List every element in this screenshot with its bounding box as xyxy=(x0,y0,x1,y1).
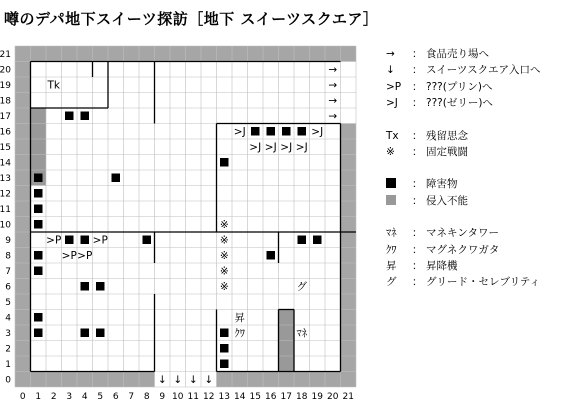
obstacle xyxy=(220,344,229,353)
cell-label: >J xyxy=(249,141,262,154)
x-axis-label: 9 xyxy=(159,392,166,402)
obstacle xyxy=(298,127,307,136)
x-axis-label: 3 xyxy=(66,392,73,402)
obstacle xyxy=(34,267,43,276)
legend-symbol: ﾏﾈ xyxy=(386,227,397,240)
obstacle xyxy=(96,282,105,291)
y-axis-label: 18 xyxy=(0,96,11,107)
blocked-cell xyxy=(279,341,295,357)
cell-label: ﾏﾈ xyxy=(296,327,307,340)
obstacle xyxy=(251,127,260,136)
cell-label: ↓ xyxy=(188,374,198,387)
legend-text: 侵入不能 xyxy=(426,194,468,207)
y-axis-label: 5 xyxy=(5,297,11,308)
y-axis-label: 15 xyxy=(0,142,11,153)
cell-label: Tk xyxy=(47,79,60,92)
legend-separator: ： xyxy=(412,96,423,109)
page-title: 噂のデパ地下スイーツ探訪［地下 スイーツスクエア］ xyxy=(4,10,379,28)
blocked-cell xyxy=(279,310,295,326)
legend-symbol: ↓ xyxy=(386,64,395,77)
x-axis-label: 5 xyxy=(97,392,104,402)
exit-cell xyxy=(341,77,357,93)
legend-text: 障害物 xyxy=(426,178,458,191)
obstacle xyxy=(81,282,90,291)
x-axis-label: 12 xyxy=(203,392,215,402)
legend-separator: ： xyxy=(412,276,423,289)
cell-label: >P xyxy=(77,250,93,263)
y-axis-label: 17 xyxy=(0,111,11,122)
legend-text: ???(プリン)へ xyxy=(426,80,493,93)
legend-separator: ： xyxy=(412,178,423,191)
obstacle xyxy=(81,236,90,245)
y-axis-label: 7 xyxy=(5,266,11,277)
cell-label: >P xyxy=(46,234,62,247)
y-axis-label: 8 xyxy=(5,251,11,262)
x-axis-label: 6 xyxy=(112,392,119,402)
obstacle xyxy=(65,236,74,245)
y-axis-label: 0 xyxy=(5,375,11,386)
x-axis-label: 11 xyxy=(187,392,199,402)
obstacle xyxy=(34,174,43,183)
x-axis-label: 20 xyxy=(327,392,339,402)
legend-symbol: Tx xyxy=(386,129,399,142)
cell-label: >J xyxy=(264,141,277,154)
cell-label: → xyxy=(328,79,338,92)
legend-separator: ： xyxy=(412,259,423,272)
cell-label: >P xyxy=(92,234,108,247)
obstacle xyxy=(143,236,152,245)
y-axis-label: 4 xyxy=(5,313,11,324)
legend-text: 固定戦闘 xyxy=(426,145,468,158)
y-axis-label: 10 xyxy=(0,220,11,231)
obstacle xyxy=(34,205,43,214)
x-axis-label: 21 xyxy=(342,392,354,402)
legend-symbol: ｸﾜ xyxy=(386,243,397,256)
legend-text: マグネクワガタ xyxy=(426,243,500,256)
y-axis-label: 11 xyxy=(0,204,11,215)
y-axis-label: 13 xyxy=(0,173,11,184)
obstacle xyxy=(313,236,322,245)
y-axis-label: 19 xyxy=(0,80,11,91)
cell-label: >J xyxy=(233,126,246,139)
blocked-legend-icon xyxy=(386,193,410,209)
x-axis-label: 17 xyxy=(280,392,292,402)
legend-text: 食品売り場へ xyxy=(426,48,489,60)
obstacle xyxy=(34,189,43,198)
legend-separator: ： xyxy=(412,48,423,60)
cell-label: 昇 xyxy=(234,312,245,325)
cell-label: ※ xyxy=(219,250,229,263)
obstacle xyxy=(34,313,43,322)
x-axis-label: 0 xyxy=(19,392,26,402)
obstacle xyxy=(267,127,276,136)
blocked-cell xyxy=(31,108,47,124)
y-axis-label: 12 xyxy=(0,189,11,200)
blocked-cell xyxy=(279,325,295,341)
cell-label: ↓ xyxy=(157,374,167,387)
obstacle xyxy=(96,329,105,338)
cell-label: ↓ xyxy=(204,374,214,387)
y-axis-label: 6 xyxy=(5,282,11,293)
cell-label: ※ xyxy=(219,234,229,247)
legend-symbol: → xyxy=(386,48,395,60)
y-axis-label: 3 xyxy=(5,328,11,339)
map-border-bottom xyxy=(15,372,155,388)
legend-symbol: >J xyxy=(386,96,398,109)
cell-label: → xyxy=(328,64,338,77)
exit-cell xyxy=(341,108,357,124)
y-axis-label: 16 xyxy=(0,127,11,138)
legend-separator: ： xyxy=(412,194,423,207)
obstacle xyxy=(282,127,291,136)
cell-label: ｸﾜ xyxy=(234,327,245,340)
x-axis-label: 10 xyxy=(172,392,184,402)
x-axis-label: 18 xyxy=(296,392,308,402)
cell-label: >J xyxy=(295,141,308,154)
obstacle xyxy=(298,236,307,245)
legend-separator: ： xyxy=(412,64,423,77)
legend-separator: ： xyxy=(412,80,423,93)
obstacle xyxy=(34,220,43,229)
legend-symbol: グ xyxy=(386,276,397,289)
exit-cell xyxy=(341,62,357,78)
legend-separator: ： xyxy=(412,227,423,240)
obstacle xyxy=(220,158,229,167)
legend-text: ???(ゼリー)へ xyxy=(426,96,493,109)
blocked-cell xyxy=(31,124,47,140)
x-axis-label: 14 xyxy=(234,392,246,402)
map-border-bottom xyxy=(217,372,357,388)
legend-separator: ： xyxy=(412,243,423,256)
cell-label: ※ xyxy=(219,219,229,232)
legend-text: 昇降機 xyxy=(426,259,458,272)
y-axis-label: 9 xyxy=(5,235,11,246)
cell-label: ※ xyxy=(219,265,229,278)
obstacle xyxy=(34,251,43,260)
cell-label: → xyxy=(328,95,338,108)
legend-text: スイーツスクエア入口へ xyxy=(426,64,541,77)
legend-text: 残留思念 xyxy=(426,129,468,142)
x-axis-label: 7 xyxy=(128,392,135,402)
obstacle-legend-icon xyxy=(386,176,410,192)
legend-symbol: >P xyxy=(386,80,402,93)
obstacle xyxy=(220,329,229,338)
cell-label: >J xyxy=(280,141,293,154)
cell-label: ※ xyxy=(219,281,229,294)
cell-label: ↓ xyxy=(173,374,183,387)
obstacle xyxy=(267,251,276,260)
x-axis-label: 16 xyxy=(265,392,277,402)
y-axis-label: 14 xyxy=(0,158,11,169)
legend-symbol: ※ xyxy=(386,145,395,158)
obstacle xyxy=(220,360,229,369)
cell-label: グ xyxy=(296,281,307,294)
x-axis-label: 19 xyxy=(311,392,323,402)
x-axis-label: 2 xyxy=(50,392,57,402)
legend-separator: ： xyxy=(412,129,423,142)
x-axis-label: 1 xyxy=(35,392,42,402)
y-axis-label: 2 xyxy=(5,344,11,355)
obstacle xyxy=(112,174,121,183)
y-axis-label: 1 xyxy=(5,359,11,370)
x-axis-label: 15 xyxy=(249,392,261,402)
legend-text: グリード・セレブリティ xyxy=(426,276,541,289)
y-axis-label: 20 xyxy=(0,65,11,76)
cell-label: >P xyxy=(61,250,77,263)
legend-symbol: 昇 xyxy=(386,259,397,272)
legend-separator: ： xyxy=(412,145,423,158)
cell-label: → xyxy=(328,110,338,123)
x-axis-label: 4 xyxy=(81,392,88,402)
blocked-cell xyxy=(279,356,295,372)
blocked-cell xyxy=(31,155,47,171)
x-axis-label: 8 xyxy=(143,392,150,402)
exit-cell xyxy=(341,93,357,109)
y-axis-label: 21 xyxy=(0,49,11,60)
obstacle xyxy=(81,329,90,338)
obstacle xyxy=(34,329,43,338)
legend-text: マネキンタワー xyxy=(426,227,499,240)
cell-label: >J xyxy=(311,126,324,139)
blocked-cell xyxy=(31,139,47,155)
obstacle xyxy=(81,112,90,121)
x-axis-label: 13 xyxy=(218,392,230,402)
obstacle xyxy=(65,112,74,121)
